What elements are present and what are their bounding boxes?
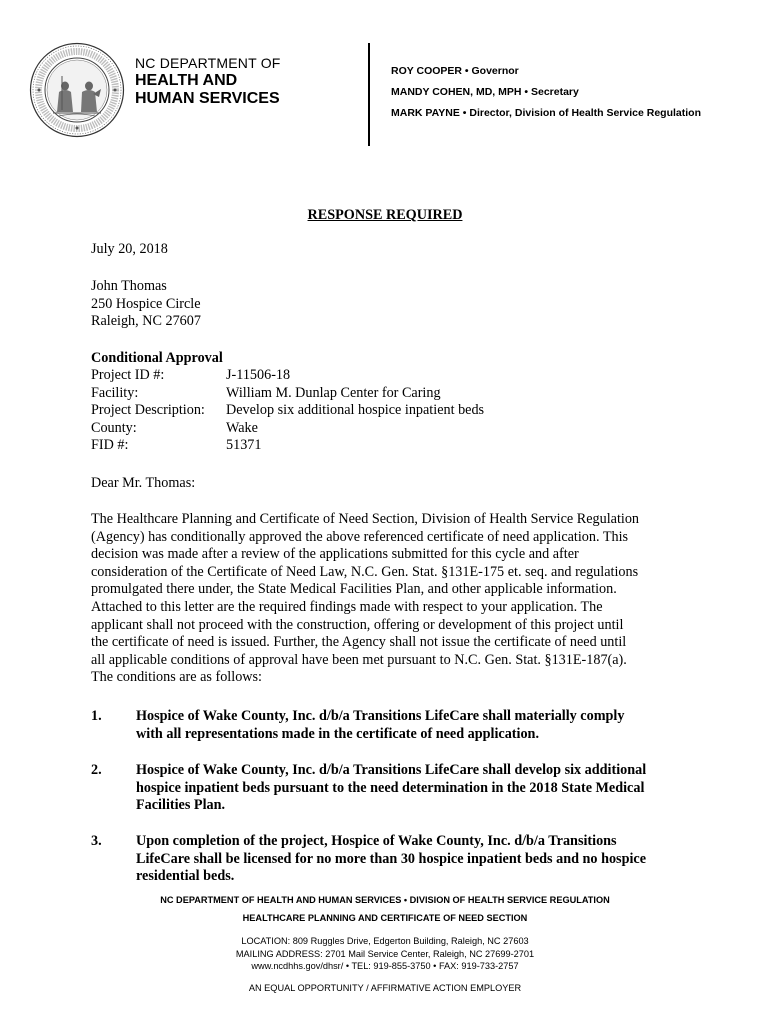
paragraph-line: promulgated there under, the State Medical Facilities Plan, and other applicable information. [91,581,617,598]
department-name-line1: NC DEPARTMENT OF [135,55,281,71]
project-field-row [91,402,484,420]
official-director: MARK PAYNE • Director, Division of Health Service Regulation [391,107,701,119]
paragraph-line: decision was made after a review of the applications submitted for this cycle and after [91,546,579,563]
footer-section: HEALTHCARE PLANNING AND CERTIFICATE OF NEED SECTION [242,913,528,923]
official-secretary: MANDY COHEN, MD, MPH • Secretary [391,86,579,98]
condition-line: Hospice of Wake County, Inc. d/b/a Transitions LifeCare shall develop six additional [136,762,647,778]
project-field-row [91,437,484,455]
section-title: Conditional Approval [91,350,223,366]
response-required-heading: RESPONSE REQUIRED [307,207,463,223]
paragraph-line: Attached to this letter are the required findings made with respect to your application. The [91,598,603,615]
official-governor: ROY COOPER • Governor [391,65,519,77]
condition-text [136,833,671,886]
footer-web-phone-fax: www.ncdhhs.gov/dhsr/ • TEL: 919-855-3750 • FAX: 919-733-2757 [251,961,519,972]
project-details [91,367,484,455]
header-divider [368,43,370,146]
recipient-address [91,278,201,331]
salutation: Dear Mr. Thomas: [91,475,196,491]
condition-number: 2. [91,762,102,778]
department-name [135,72,280,108]
department-name-line2: HEALTH AND [135,72,238,89]
condition-line: Hospice of Wake County, Inc. d/b/a Transitions LifeCare shall materially comply [136,708,625,724]
field-label: FID #: [91,437,129,454]
footer-mailing-address: MAILING ADDRESS: 2701 Mail Service Center, Raleigh, NC 27699-2701 [235,948,535,959]
field-value: 51371 [226,437,262,454]
project-field-row [91,420,484,438]
field-value: J-11506-18 [226,367,291,383]
paragraph-line: The conditions are as follows: [91,669,262,686]
paragraph-line: (Agency) has conditionally approved the above referenced certificate of need application. This [91,528,629,545]
footer-contact-block [0,935,770,973]
field-value: William M. Dunlap Center for Caring [226,384,441,401]
recipient-name: John Thomas [91,278,167,294]
field-label: County: [91,419,137,436]
letter-date: July 20, 2018 [91,241,168,257]
condition-text [136,708,671,743]
field-label: Project ID #: [91,367,165,383]
condition-number: 1. [91,708,102,724]
field-label: Facility: [91,384,139,401]
condition-line: with all representations made in the certificate of need application. [136,725,539,742]
recipient-city: Raleigh, NC 27607 [91,313,201,330]
condition-line: hospice inpatient beds pursuant to the need determination in the 2018 State Medical [136,779,645,796]
state-seal-logo [29,42,125,138]
condition-line: LifeCare shall be licensed for no more than 30 hospice inpatient beds and no hospice [136,850,647,867]
footer-location: LOCATION: 809 Ruggles Drive, Edgerton Building, Raleigh, NC 27603 [241,936,529,946]
paragraph-line: applicant shall not proceed with the construction, offering or development of this project until [91,616,624,633]
recipient-street: 250 Hospice Circle [91,295,201,312]
paragraph-line: all applicable conditions of approval have been met pursuant to N.C. Gen. Stat. §131E-187(a). [91,651,627,668]
project-field-row [91,367,484,385]
condition-line: Upon completion of the project, Hospice of Wake County, Inc. d/b/a Transitions [136,833,617,849]
paragraph-line: the certificate of need is issued. Further, the Agency shall not issue the certificate of need until [91,634,627,651]
paragraph-line: The Healthcare Planning and Certificate of Need Section, Division of Health Service Regulation [91,511,640,527]
condition-line: Facilities Plan. [136,797,226,814]
condition-text [136,762,671,815]
field-value: Wake [226,419,258,436]
department-name-line3: HUMAN SERVICES [135,90,280,107]
footer-department: NC DEPARTMENT OF HEALTH AND HUMAN SERVICES • DIVISION OF HEALTH SERVICE REGULATION [160,895,610,905]
condition-number: 3. [91,833,102,849]
field-label: Project Description: [91,402,205,419]
condition-line: residential beds. [136,868,235,885]
footer-eeo-statement: AN EQUAL OPPORTUNITY / AFFIRMATIVE ACTION EMPLOYER [248,983,522,993]
field-value: Develop six additional hospice inpatient beds [226,402,485,419]
project-field-row [91,385,484,403]
body-paragraph [91,511,681,687]
paragraph-line: consideration of the Certificate of Need Law, N.C. Gen. Stat. §131E-175 et. seq. and regulations [91,563,639,580]
